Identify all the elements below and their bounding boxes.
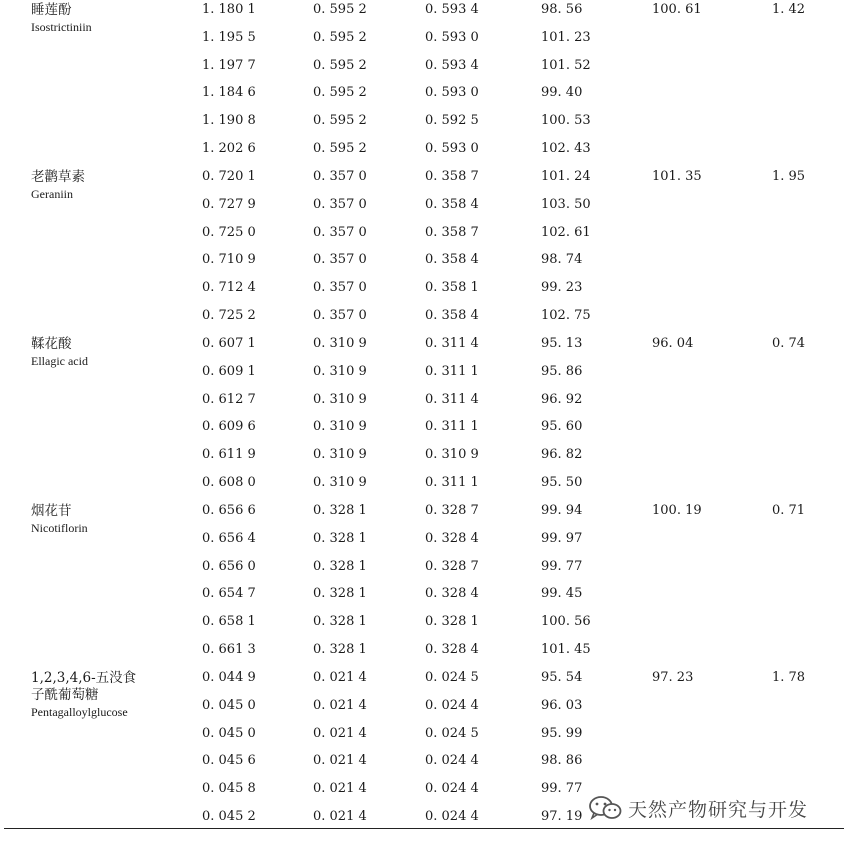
table-cell: 0. 045 2 <box>202 809 256 824</box>
table-cell: 0. 595 2 <box>313 2 367 17</box>
table-cell: 0. 310 9 <box>313 419 367 435</box>
table-cell: 0. 045 8 <box>202 781 256 797</box>
table-cell: 0. 311 4 <box>425 336 479 351</box>
table-cell: 0. 592 5 <box>425 113 479 129</box>
compound-name-cn: 1,2,3,4,6-五没食 <box>31 670 137 686</box>
compound-name-cn: 老鹳草素 <box>31 169 85 185</box>
mean-recovery: 96. 04 <box>652 336 694 351</box>
table-cell: 0. 595 2 <box>313 141 367 156</box>
table-cell: 99. 97 <box>541 530 583 546</box>
table-cell: 0. 720 1 <box>202 169 256 184</box>
table-cell: 0. 712 4 <box>202 280 256 296</box>
table-cell: 0. 595 2 <box>313 29 367 45</box>
table-cell: 99. 45 <box>541 586 583 602</box>
compound-name-cn: 鞣花酸 <box>31 336 72 352</box>
table-cell: 99. 94 <box>541 503 583 518</box>
table-cell: 0. 024 5 <box>425 725 479 741</box>
table-cell: 96. 82 <box>541 447 583 463</box>
table-cell: 0. 328 7 <box>425 558 479 574</box>
table-cell: 0. 357 0 <box>313 308 367 323</box>
table-cell: 95. 54 <box>541 670 583 685</box>
table-cell: 0. 357 0 <box>313 224 367 240</box>
table-cell: 0. 310 9 <box>313 447 367 463</box>
table-cell: 0. 611 9 <box>202 447 256 463</box>
compound-name-en: Pentagalloylglucose <box>31 705 128 719</box>
table-cell: 0. 021 4 <box>313 781 367 797</box>
table-cell: 0. 328 4 <box>425 642 479 657</box>
table-cell: 102. 61 <box>541 224 591 240</box>
table-cell: 0. 328 1 <box>425 614 479 630</box>
table-cell: 1. 197 7 <box>202 57 256 73</box>
compound-name-cn: 睡莲酚 <box>31 2 72 18</box>
mean-recovery: 100. 19 <box>652 503 702 518</box>
table-cell: 102. 75 <box>541 308 591 323</box>
table-cell: 0. 595 2 <box>313 85 367 101</box>
table-cell: 0. 021 4 <box>313 753 367 769</box>
table-cell: 0. 310 9 <box>313 336 367 351</box>
table-cell: 0. 021 4 <box>313 670 367 685</box>
compound-name-cn: 烟花苷 <box>31 503 72 519</box>
table-cell: 0. 656 4 <box>202 530 256 546</box>
table-cell: 0. 358 7 <box>425 224 479 240</box>
table-cell: 0. 310 9 <box>313 475 367 490</box>
table-cell: 0. 021 4 <box>313 725 367 741</box>
watermark <box>588 794 808 822</box>
table-cell: 101. 45 <box>541 642 591 657</box>
table-cell: 0. 593 4 <box>425 2 479 17</box>
table-cell: 95. 60 <box>541 419 583 435</box>
compound-name-en: Geraniin <box>31 187 73 201</box>
table-cell: 100. 56 <box>541 614 591 630</box>
table-cell: 0. 358 1 <box>425 280 479 296</box>
table-cell: 0. 593 0 <box>425 29 479 45</box>
rsd: 1. 95 <box>772 169 806 184</box>
table-cell: 99. 77 <box>541 781 583 797</box>
table-cell: 0. 654 7 <box>202 586 256 602</box>
table-cell: 0. 357 0 <box>313 169 367 184</box>
table-cell: 1. 180 1 <box>202 2 256 17</box>
table-cell: 0. 612 7 <box>202 391 256 407</box>
table-cell: 101. 52 <box>541 57 591 73</box>
table-cell: 95. 99 <box>541 725 583 741</box>
rsd: 1. 78 <box>772 670 806 685</box>
rsd: 0. 74 <box>772 336 806 351</box>
mean-recovery: 101. 35 <box>652 169 702 184</box>
table-cell: 0. 311 4 <box>425 391 479 407</box>
table-cell: 95. 86 <box>541 363 583 379</box>
table-cell: 0. 358 4 <box>425 252 479 268</box>
table-cell: 0. 358 7 <box>425 169 479 184</box>
table-cell: 0. 024 5 <box>425 670 479 685</box>
table-bottom-rule <box>4 828 844 829</box>
table-cell: 1. 195 5 <box>202 29 256 45</box>
table-cell: 0. 358 4 <box>425 196 479 212</box>
table-cell: 0. 328 4 <box>425 586 479 602</box>
table-cell: 0. 024 4 <box>425 753 479 769</box>
compound-name-en: Ellagic acid <box>31 354 88 368</box>
table-cell: 0. 658 1 <box>202 614 256 630</box>
table-cell: 98. 74 <box>541 252 583 268</box>
table-cell: 99. 23 <box>541 280 583 296</box>
table-cell: 0. 727 9 <box>202 196 256 212</box>
table-cell: 102. 43 <box>541 141 591 156</box>
table-cell: 0. 024 4 <box>425 781 479 797</box>
table-cell: 95. 13 <box>541 336 583 351</box>
table-cell: 0. 328 1 <box>313 503 367 518</box>
table-cell: 0. 045 0 <box>202 725 256 741</box>
compound-name-cn: 子酰葡萄糖 <box>31 687 99 703</box>
table-cell: 103. 50 <box>541 196 591 212</box>
compound-name-en: Isostrictiniin <box>31 20 92 34</box>
table-cell: 0. 311 1 <box>425 475 479 490</box>
table-cell: 0. 024 4 <box>425 697 479 713</box>
table-cell: 0. 311 1 <box>425 363 479 379</box>
table-cell: 0. 328 1 <box>313 642 367 657</box>
table-cell: 0. 045 6 <box>202 753 256 769</box>
table-cell: 0. 357 0 <box>313 252 367 268</box>
table-cell: 0. 656 6 <box>202 503 256 518</box>
table-cell: 0. 607 1 <box>202 336 256 351</box>
table-cell: 95. 50 <box>541 475 583 490</box>
table-cell: 0. 328 4 <box>425 530 479 546</box>
table-cell: 0. 328 1 <box>313 586 367 602</box>
table-cell: 0. 608 0 <box>202 475 256 490</box>
table-cell: 97. 19 <box>541 809 583 824</box>
table-cell: 0. 358 4 <box>425 308 479 323</box>
table-cell: 100. 53 <box>541 113 591 129</box>
mean-recovery: 97. 23 <box>652 670 694 685</box>
table-cell: 99. 40 <box>541 85 583 101</box>
table-cell: 0. 609 1 <box>202 363 256 379</box>
table-cell: 0. 021 4 <box>313 697 367 713</box>
table-cell: 0. 310 9 <box>313 391 367 407</box>
table-cell: 0. 710 9 <box>202 252 256 268</box>
table-cell: 0. 311 1 <box>425 419 479 435</box>
table-cell: 1. 190 8 <box>202 113 256 129</box>
table-cell: 98. 86 <box>541 753 583 769</box>
table-cell: 0. 656 0 <box>202 558 256 574</box>
table-cell: 0. 595 2 <box>313 57 367 73</box>
table-cell: 96. 03 <box>541 697 583 713</box>
rsd: 0. 71 <box>772 503 806 518</box>
table-cell: 0. 593 0 <box>425 85 479 101</box>
table-cell: 0. 357 0 <box>313 280 367 296</box>
table-cell: 0. 593 0 <box>425 141 479 156</box>
table-cell: 0. 044 9 <box>202 670 256 685</box>
table-cell: 96. 92 <box>541 391 583 407</box>
table-cell: 0. 045 0 <box>202 697 256 713</box>
watermark-text: 天然产物研究与开发 <box>628 798 809 821</box>
compound-name-en: Nicotiflorin <box>31 521 88 535</box>
table-cell: 1. 184 6 <box>202 85 256 101</box>
table-cell: 1. 202 6 <box>202 141 256 156</box>
table-cell: 0. 725 0 <box>202 224 256 240</box>
table-cell: 0. 024 4 <box>425 809 479 824</box>
table-cell: 0. 595 2 <box>313 113 367 129</box>
table-cell: 0. 725 2 <box>202 308 256 323</box>
table-cell: 98. 56 <box>541 2 583 17</box>
table-cell: 101. 24 <box>541 169 591 184</box>
table-cell: 0. 328 1 <box>313 530 367 546</box>
table-cell: 0. 310 9 <box>425 447 479 463</box>
table-cell: 0. 328 7 <box>425 503 479 518</box>
table-cell: 0. 357 0 <box>313 196 367 212</box>
table-cell: 0. 328 1 <box>313 614 367 630</box>
table-cell: 0. 310 9 <box>313 363 367 379</box>
rsd: 1. 42 <box>772 2 806 17</box>
table-cell: 0. 593 4 <box>425 57 479 73</box>
mean-recovery: 100. 61 <box>652 2 702 17</box>
wechat-icon <box>588 795 622 821</box>
table-cell: 0. 609 6 <box>202 419 256 435</box>
table-cell: 0. 021 4 <box>313 809 367 824</box>
table-cell: 0. 661 3 <box>202 642 256 657</box>
table-cell: 99. 77 <box>541 558 583 574</box>
table-cell: 0. 328 1 <box>313 558 367 574</box>
table-cell: 101. 23 <box>541 29 591 45</box>
